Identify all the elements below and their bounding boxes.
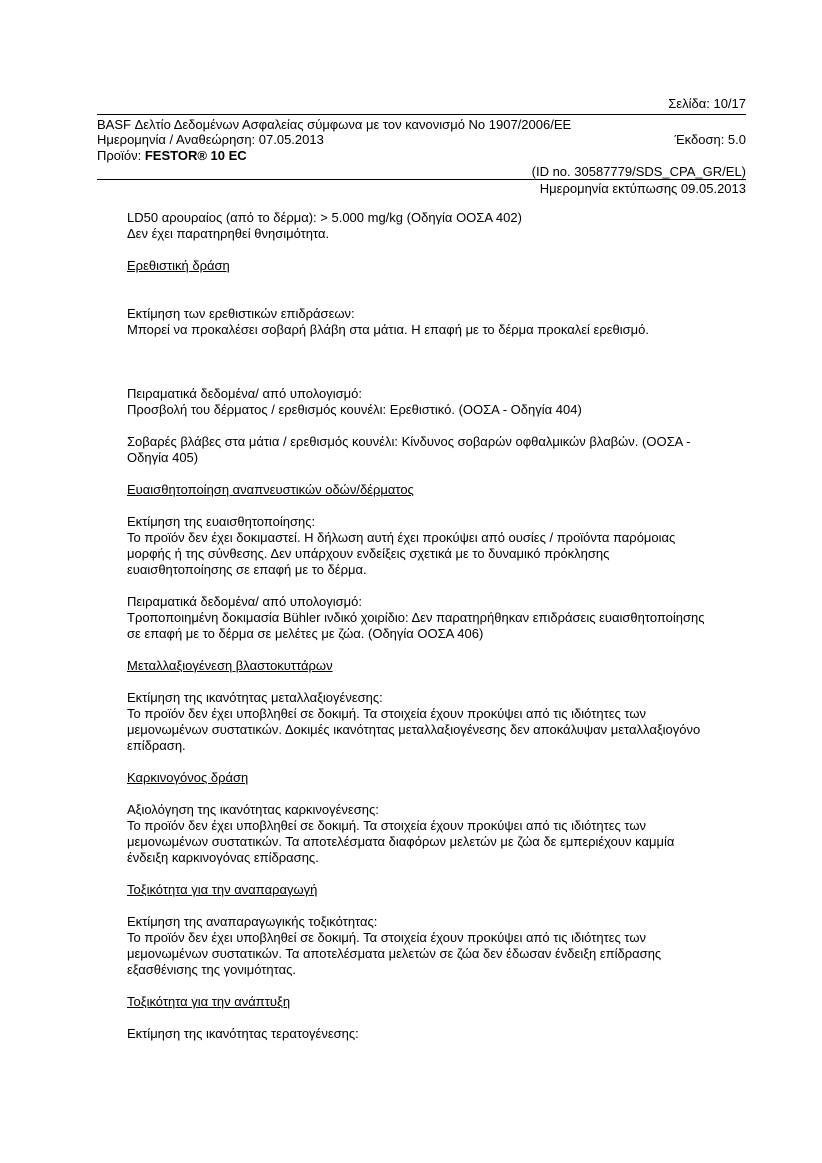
buehler-test-line: Τροποποιημένη δοκιμασία Bühler ινδικό χοιρίδιο: Δεν παρατηρήθηκαν επιδράσεις ευαισθητοποίησης: [127, 610, 705, 625]
toxicology-content: [127, 210, 752, 1042]
skin-irritation-text: Προσβολή του δέρματος / ερεθισμός κουνέλι: Ερεθιστικό. (ΟΟΣΑ - Οδηγία 404): [127, 402, 582, 417]
eye-damage-text-cont: Οδηγία 405): [127, 450, 199, 465]
irritation-heading: Ερεθιστική δράση: [127, 258, 230, 273]
no-mortality-text: Δεν έχει παρατηρηθεί θνησιμότητα.: [127, 226, 330, 241]
reproductive-line: Το προϊόν δεν έχει υποβληθεί σε δοκιμή. Τα στοιχεία έχουν προκύψει από τις ιδιότητες των: [127, 930, 647, 945]
teratogenicity-eval-label: Εκτίμηση της ικανότητας τερατογένεσης:: [127, 1026, 359, 1041]
buehler-test-line: σε επαφή με το δέρμα σε μελέτες με ζώα. (Οδηγία ΟΟΣΑ 406): [127, 626, 484, 641]
sensitization-heading: Ευαισθητοποίηση αναπνευστικών οδών/δέρματος: [127, 482, 414, 497]
print-date: Ημερομηνία εκτύπωσης 09.05.2013: [539, 181, 746, 196]
mutagenicity-line: επίδραση.: [127, 738, 186, 753]
eye-damage-text: Σοβαρές βλάβες στα μάτια / ερεθισμός κουνέλι: Κίνδυνος σοβαρών οφθαλμικών βλαβών. (ΟΟΣΑ -: [127, 434, 691, 449]
ld50-text: LD50 αρουραίος (από το δέρμα): > 5.000 mg/kg (Οδηγία ΟΟΣΑ 402): [127, 210, 522, 225]
product-name: FESTOR® 10 EC: [144, 148, 247, 163]
carcinogenicity-line: μεμονωμένων συστατικών. Τα αποτελέσματα διαφόρων μελετών με ζώα δε εμπεριέχουν καμμία: [127, 834, 675, 849]
experimental-data-label: Πειραματικά δεδομένα/ από υπολογισμό:: [127, 594, 362, 609]
reproductive-eval-label: Εκτίμηση της αναπαραγωγικής τοξικότητας:: [127, 914, 378, 929]
reproductive-line: μεμονωμένων συστατικών. Τα αποτελέσματα μελετών σε ζώα δεν έδωσαν ένδειξη επίδρασης: [127, 946, 662, 961]
experimental-data-label: Πειραματικά δεδομένα/ από υπολογισμό:: [127, 386, 362, 401]
header-rule-top: [97, 114, 746, 115]
irritation-eval-text: Μπορεί να προκαλέσει σοβαρή βλάβη στα μάτια. Η επαφή με το δέρμα προκαλεί ερεθισμό.: [127, 322, 650, 337]
product-line: [97, 148, 247, 164]
sensitization-eval-line: Το προϊόν δεν έχει δοκιμαστεί. Η δήλωση αυτή έχει προκύψει από ουσίες / προϊόντα παρόμοιας: [127, 530, 676, 545]
mutagenicity-eval-label: Εκτίμηση της ικανότητας μεταλλαξιογένεσης:: [127, 690, 383, 705]
carcinogenicity-eval-label: Αξιολόγηση της ικανότητας καρκινογένεσης:: [127, 802, 379, 817]
sensitization-eval-line: ευαισθητοποίησης σε επαφή με το δέρμα.: [127, 562, 367, 577]
mutagenicity-line: μεμονωμένων συστατικών. Δοκιμές ικανότητας μεταλλαξιογένεσης δεν αποκάλυψαν μεταλλαξιογόνο: [127, 722, 701, 737]
developmental-toxicity-heading: Τοξικότητα για την ανάπτυξη: [127, 994, 291, 1009]
product-label: Προϊόν:: [97, 148, 145, 163]
mutagenicity-line: Το προϊόν δεν έχει υποβληθεί σε δοκιμή. Τα στοιχεία έχουν προκύψει από τις ιδιότητες των: [127, 706, 647, 721]
sensitization-eval-label: Εκτίμηση της ευαισθητοποίησης:: [127, 514, 316, 529]
version: Έκδοση: 5.0: [674, 132, 746, 147]
mutagenicity-heading: Μεταλλαξιογένεση βλαστοκυττάρων: [127, 658, 333, 673]
carcinogenicity-line: Το προϊόν δεν έχει υποβληθεί σε δοκιμή. Τα στοιχεία έχουν προκύψει από τις ιδιότητες των: [127, 818, 647, 833]
page-number: Σελίδα: 10/17: [668, 96, 746, 111]
carcinogenicity-heading: Καρκινογόνος δράση: [127, 770, 249, 785]
sensitization-eval-line: μορφής ή της σύνθεσης. Δεν υπάρχουν ενδείξεις σχετικά με το δυναμικό πρόκλησης: [127, 546, 610, 561]
revision-date: Ημερομηνία / Αναθεώρηση: 07.05.2013: [97, 132, 324, 147]
irritation-eval-label: Εκτίμηση των ερεθιστικών επιδράσεων:: [127, 306, 355, 321]
reproductive-line: εξασθένισης της γονιμότητας.: [127, 962, 296, 977]
reproductive-toxicity-heading: Τοξικότητα για την αναπαραγωγή: [127, 882, 318, 897]
carcinogenicity-line: ένδειξη καρκινογόνας επίδρασης.: [127, 850, 319, 865]
header-rule-bottom: [97, 179, 746, 180]
document-title: BASF Δελτίο Δεδομένων Ασφαλείας σύμφωνα με τον κανονισμό No 1907/2006/ΕΕ: [97, 117, 572, 132]
id-number: (ID no. 30587779/SDS_CPA_GR/EL): [531, 164, 746, 179]
